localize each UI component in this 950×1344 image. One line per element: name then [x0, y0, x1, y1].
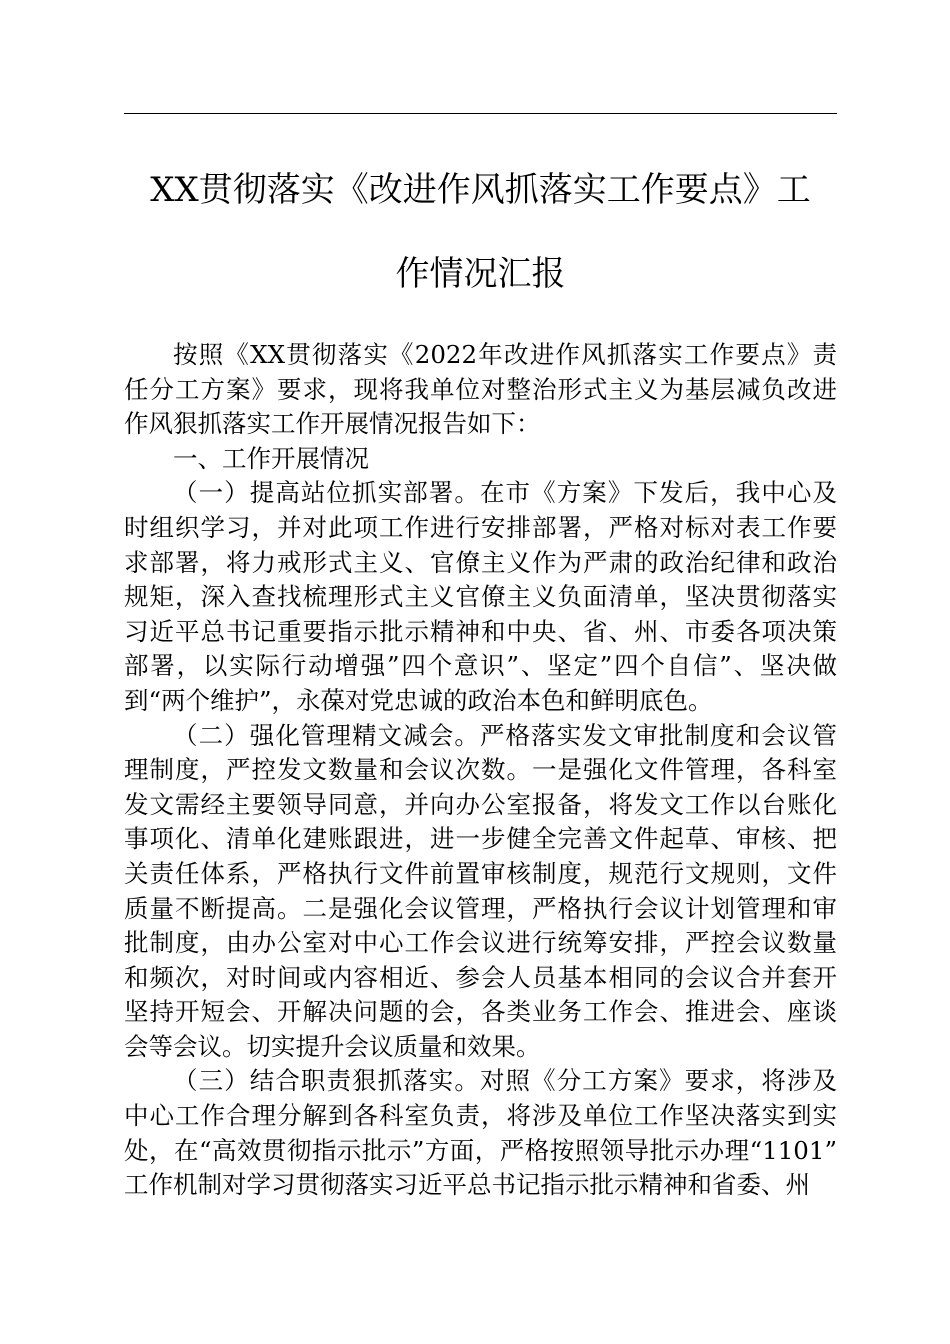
paragraph-line: 关责任体系，严格执行文件前置审核制度，规范行文规则，文件 [124, 858, 837, 888]
paragraph-line: 一、工作开展情况 [173, 443, 369, 473]
paragraph-line: 理制度，严控发文数量和会议次数。一是强化文件管理，各科室 [124, 755, 837, 785]
paragraph-line: 任分工方案》要求，现将我单位对整治形式主义为基层减负改进 [124, 374, 837, 404]
paragraph-line: 会等会议。切实提升会议质量和效果。 [124, 1031, 541, 1061]
paragraph-line: 作风狠抓落实工作开展情况报告如下： [124, 409, 541, 439]
paragraph-line: 和频次，对时间或内容相近、参会人员基本相同的会议合并套开 [124, 962, 837, 992]
body-paragraph [124, 719, 837, 1065]
body-paragraph [124, 1064, 837, 1202]
paragraph-line: 规矩，深入查找梳理形式主义官僚主义负面清单，坚决贯彻落实 [124, 582, 837, 612]
paragraph-line: 坚持开短会、开解决问题的会，各类业务工作会、推进会、座谈 [124, 997, 837, 1027]
paragraph-line: 按照《XX贯彻落实《2022年改进作风抓落实工作要点》责 [173, 340, 837, 369]
body-paragraph [124, 442, 837, 477]
paragraph-line: 求部署，将力戒形式主义、官僚主义作为严肃的政治纪律和政治 [124, 547, 837, 577]
paragraph-line: 处，在“高效贯彻指示批示”方面，严格按照领导批示办理“1101” [124, 1135, 837, 1165]
paragraph-line: 质量不断提高。二是强化会议管理，严格执行会议计划管理和审 [124, 893, 837, 923]
paragraph-line: 工作机制对学习贯彻落实习近平总书记指示批示精神和省委、州 [124, 1170, 810, 1200]
body-paragraph [124, 476, 837, 718]
paragraph-line: 时组织学习，并对此项工作进行安排部署，严格对标对表工作要 [124, 512, 837, 542]
body-paragraph [124, 338, 837, 442]
title-line-2: 作情况汇报 [395, 254, 566, 294]
paragraph-line: 到“两个维护”，永葆对党忠诚的政治本色和鲜明底色。 [124, 685, 713, 715]
paragraph-line: 习近平总书记重要指示批示精神和中央、省、州、市委各项决策 [124, 616, 837, 646]
paragraph-line: 部署，以实际行动增强”四个意识”、坚定”四个自信”、坚决做 [124, 651, 837, 681]
paragraph-line: （三）结合职责狠抓落实。对照《分工方案》要求，将涉及 [173, 1066, 837, 1096]
paragraph-line: 中心工作合理分解到各科室负责，将涉及单位工作坚决落实到实 [124, 1101, 837, 1131]
header-rule [124, 113, 837, 114]
paragraph-line: （二）强化管理精文减会。严格落实发文审批制度和会议管 [173, 720, 837, 750]
paragraph-line: 事项化、清单化建账跟进，进一步健全完善文件起草、审核、把 [124, 824, 837, 854]
paragraph-line: （一）提高站位抓实部署。在市《方案》下发后，我中心及 [173, 478, 837, 508]
document-body [124, 338, 837, 1203]
paragraph-line: 批制度，由办公室对中心工作会议进行统筹安排，严控会议数量 [124, 928, 837, 958]
document-title [124, 148, 837, 316]
paragraph-line: 发文需经主要领导同意，并向办公室报备，将发文工作以台账化 [124, 789, 837, 819]
title-line-1: XX贯彻落实《改进作风抓落实工作要点》工 [150, 170, 811, 210]
